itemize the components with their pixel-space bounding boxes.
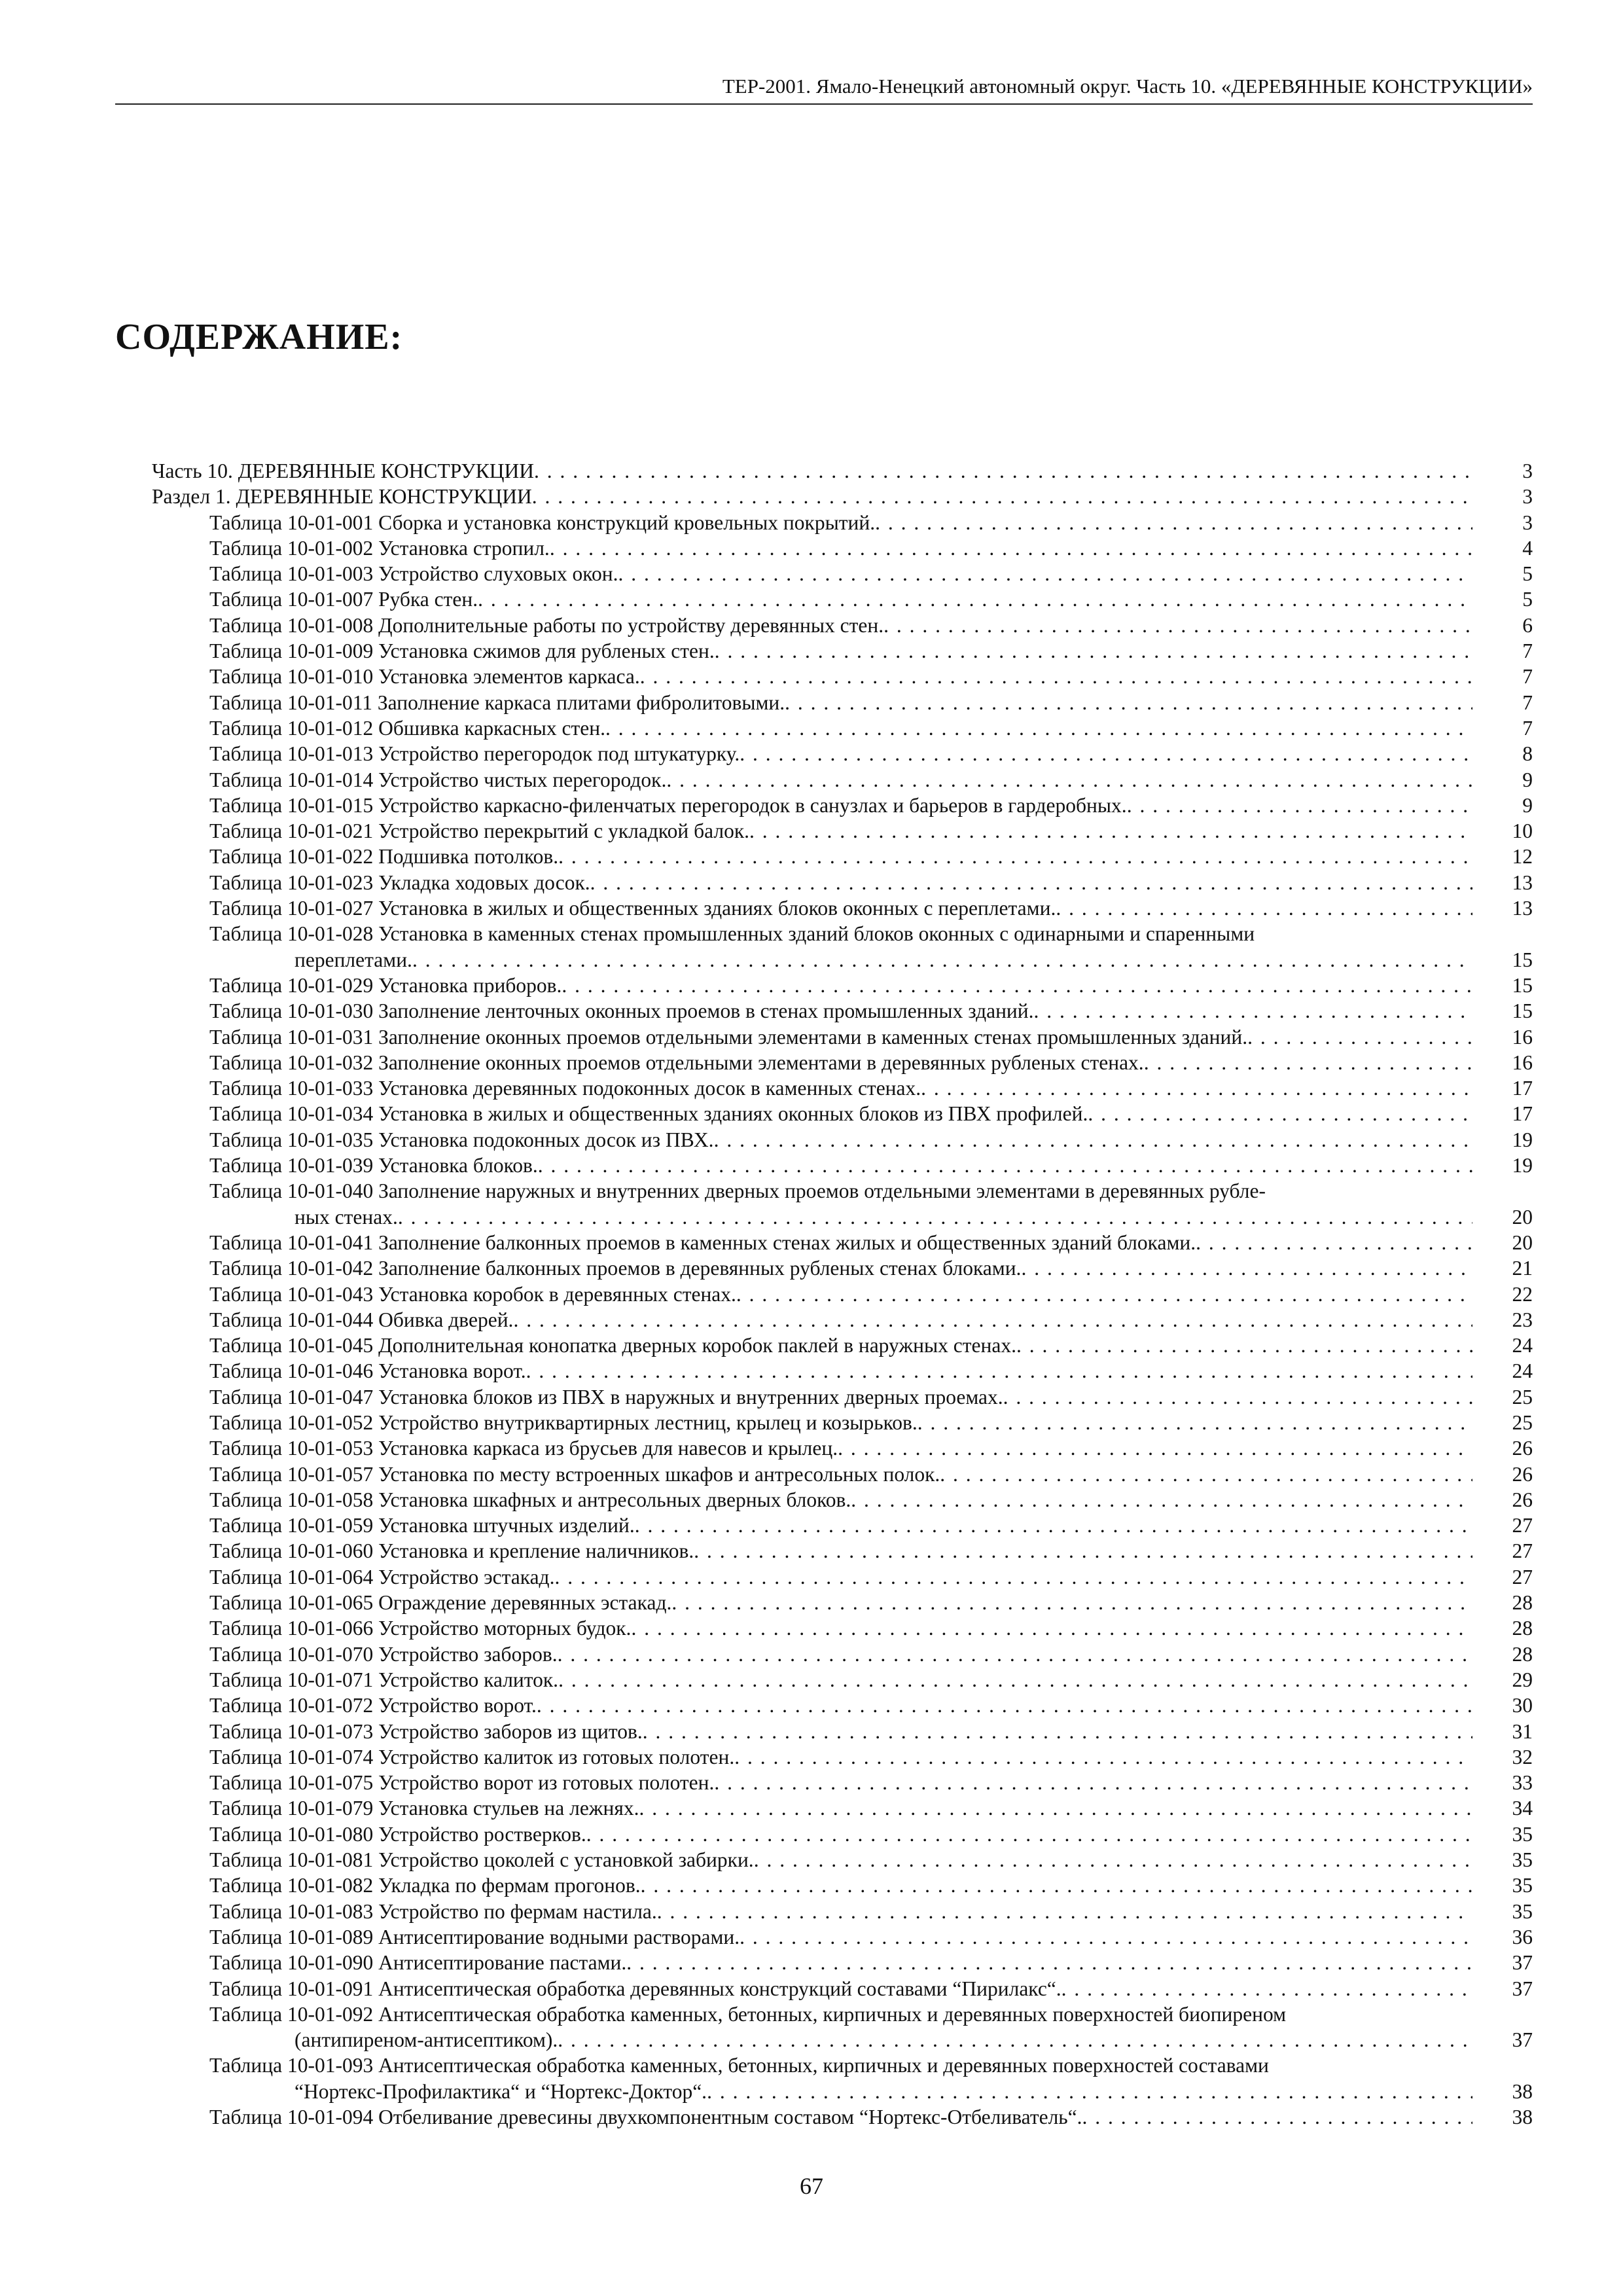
toc-entry-page: 19 [1493,1127,1533,1153]
toc-entry-title: Таблица 10-01-001 Сборка и установка конструкций кровельных покрытий. . . . [209,510,1472,535]
toc-entry[interactable] [152,1719,1533,1744]
toc-entry-page: 13 [1493,895,1533,921]
toc-entry[interactable] [152,973,1533,998]
toc-entry[interactable] [152,1384,1533,1410]
toc-entry[interactable] [152,1899,1533,1924]
toc-entry[interactable] [152,1435,1533,1461]
toc-entry[interactable] [152,1770,1533,1795]
toc-entry[interactable] [152,844,1533,869]
toc-entry-title: Таблица 10-01-058 Установка шкафных и антресольных дверных блоков. . . . [209,1487,1472,1513]
toc-entry[interactable] [152,1847,1533,1873]
toc-entry[interactable] [152,741,1533,766]
toc-entry-title: Таблица 10-01-011 Заполнение каркаса плитами фибролитовыми. . . . [209,690,1472,715]
toc-entry-page: 26 [1493,1487,1533,1513]
toc-entry[interactable] [152,561,1533,586]
toc-entry-title: Таблица 10-01-028 Установка в каменных стенах промышленных зданий блоков оконных с одинарными и спаренными [209,922,1255,946]
toc-entry-page: 8 [1493,741,1533,766]
toc-entry-page: 27 [1493,1513,1533,1538]
toc-entry-title: Таблица 10-01-010 Установка элементов каркаса. . . . [209,664,1472,689]
toc-entry-title: Таблица 10-01-081 Устройство цоколей с установкой забирки. . . . [209,1847,1472,1873]
toc-entry-title: Таблица 10-01-015 Устройство каркасно-филенчатых перегородок в санузлах и барьеров в гардеробных. . . . [209,793,1472,818]
toc-entry[interactable] [152,921,1533,973]
toc-entry-title: Таблица 10-01-021 Устройство перекрытий с укладкой балок. . . . [209,818,1472,844]
toc-entry-title: Таблица 10-01-072 Устройство ворот. . . . [209,1693,1472,1718]
toc-entry-title: Таблица 10-01-035 Установка подоконных досок из ПВХ. . . . [209,1127,1472,1153]
toc-entry-title: Таблица 10-01-007 Рубка стен. . . . [209,586,1472,612]
toc-entry-page: 21 [1493,1255,1533,1281]
toc-entry[interactable] [152,1127,1533,1153]
toc-entry-page: 35 [1493,1821,1533,1847]
toc-entry[interactable] [152,664,1533,689]
toc-entry-title: Таблица 10-01-082 Укладка по фермам прогонов. . . . [209,1873,1472,1898]
toc-entry-page: 29 [1493,1667,1533,1693]
toc-entry[interactable] [152,767,1533,793]
toc-entry-page: 7 [1493,690,1533,715]
toc-entry[interactable] [152,1487,1533,1513]
toc-entry-title: Таблица 10-01-009 Установка сжимов для рубленых стен. . . . [209,638,1472,664]
toc-entry[interactable] [152,818,1533,844]
toc-entry-page: 3 [1493,458,1533,484]
toc-entry-title-continuation: ных стенах. . . . [209,1204,1472,1230]
toc-entry-page: 38 [1493,2079,1533,2104]
toc-entry-page: 24 [1493,1333,1533,1358]
toc-entry-page: 5 [1493,561,1533,586]
toc-entry-title: Таблица 10-01-089 Антисептирование водными растворами. . . . [209,1924,1472,1950]
toc-entry[interactable] [152,1230,1533,1255]
toc-entry-page: 7 [1493,664,1533,689]
toc-entry-page: 34 [1493,1795,1533,1821]
toc-entry-title: Таблица 10-01-029 Установка приборов. . . . [209,973,1472,998]
toc-entry-title: Таблица 10-01-040 Заполнение наружных и внутренних дверных проемов отдельными элементами в деревянных рубле- [209,1179,1266,1203]
toc-entry-page: 5 [1493,586,1533,612]
toc-entry-page: 38 [1493,2104,1533,2130]
toc-entry-page: 9 [1493,767,1533,793]
toc-entry-title-continuation: (антипиреном-антисептиком). . . . [209,2027,1472,2053]
toc-entry-title: Таблица 10-01-065 Ограждение деревянных эстакад. . . . [209,1590,1472,1615]
toc-entry-page: 27 [1493,1538,1533,1564]
toc-entry[interactable] [152,484,1533,509]
toc-entry-title: Таблица 10-01-045 Дополнительная конопатка дверных коробок паклей в наружных стенах. . . . [209,1333,1472,1358]
toc-entry-page: 36 [1493,1924,1533,1950]
toc-entry[interactable] [152,715,1533,741]
toc-entry-page: 6 [1493,613,1533,638]
toc-entry[interactable] [152,1075,1533,1101]
toc-entry-title: Таблица 10-01-064 Устройство эстакад. . . . [209,1564,1472,1590]
toc-entry-page: 10 [1493,818,1533,844]
toc-entry[interactable] [152,1255,1533,1281]
toc-entry-title: Таблица 10-01-090 Антисептирование пастами. . . . [209,1950,1472,1975]
toc-entry[interactable] [152,1410,1533,1435]
toc-entry[interactable] [152,586,1533,612]
toc-entry-page: 35 [1493,1899,1533,1924]
toc-entry-title: Таблица 10-01-044 Обивка дверей. . . . [209,1307,1472,1333]
toc-entry-page: 31 [1493,1719,1533,1744]
toc-entry-page: 26 [1493,1462,1533,1487]
toc-entry[interactable] [152,2104,1533,2130]
toc-entry[interactable] [152,1307,1533,1333]
toc-entry-page: 20 [1493,1204,1533,1230]
toc-entry-page: 13 [1493,870,1533,895]
toc-entry-title: Таблица 10-01-059 Установка штучных изделий. . . . [209,1513,1472,1538]
toc-entry-page: 22 [1493,1282,1533,1307]
toc-entry-page: 37 [1493,2027,1533,2053]
toc-entry[interactable] [152,1101,1533,1126]
toc-entry[interactable] [152,870,1533,895]
toc-entry-title: Таблица 10-01-033 Установка деревянных подоконных досок в каменных стенах. . . . [209,1075,1472,1101]
toc-entry-page: 9 [1493,793,1533,818]
toc-entry[interactable] [152,1744,1533,1770]
toc-entry-title-continuation: “Нортекс-Профилактика“ и “Нортекс-Доктор“. . . . [209,2079,1472,2104]
toc-entry-title: Таблица 10-01-008 Дополнительные работы по устройству деревянных стен. . . . [209,613,1472,638]
toc-entry[interactable] [152,1693,1533,1718]
toc-entry-title: Таблица 10-01-074 Устройство калиток из готовых полотен. . . . [209,1744,1472,1770]
toc-entry[interactable] [152,1538,1533,1564]
toc-entry-title: Таблица 10-01-060 Установка и крепление наличников. . . . [209,1538,1472,1564]
toc-entry[interactable] [152,1024,1533,1050]
toc-entry-page: 3 [1493,510,1533,535]
toc-entry-page: 15 [1493,973,1533,998]
toc-entry-page: 25 [1493,1410,1533,1435]
toc-entry[interactable] [152,1873,1533,1898]
toc-entry[interactable] [152,1333,1533,1358]
toc-entry-page: 19 [1493,1153,1533,1178]
toc-entry[interactable] [152,1590,1533,1615]
toc-entry-title-continuation: переплетами. . . . [209,947,1472,973]
toc-entry-title: Таблица 10-01-075 Устройство ворот из готовых полотен. . . . [209,1770,1472,1795]
toc-entry-title: Таблица 10-01-030 Заполнение ленточных оконных проемов в стенах промышленных зданий. . . . [209,998,1472,1024]
toc-entry-page: 24 [1493,1358,1533,1384]
toc-entry-title: Таблица 10-01-034 Установка в жилых и общественных зданиях оконных блоков из ПВХ профилей. . . . [209,1101,1472,1126]
toc-entry-title: Таблица 10-01-031 Заполнение оконных проемов отдельными элементами в каменных стенах промышленных зданий. . . . [209,1024,1472,1050]
toc-entry-title: Таблица 10-01-041 Заполнение балконных проемов в каменных стенах жилых и общественных зданий блоками. . . . [209,1230,1472,1255]
toc-entry[interactable] [152,1178,1533,1230]
toc-entry-title: Таблица 10-01-013 Устройство перегородок под штукатурку. . . . [209,741,1472,766]
toc-entry-title: Таблица 10-01-046 Установка ворот. . . . [209,1358,1472,1384]
toc-entry-title: Таблица 10-01-073 Устройство заборов из щитов. . . . [209,1719,1472,1744]
toc-entry-page: 7 [1493,638,1533,664]
toc-entry[interactable] [152,1153,1533,1178]
toc-entry[interactable] [152,895,1533,921]
toc-entry[interactable] [152,1641,1533,1667]
toc-entry-page: 17 [1493,1075,1533,1101]
toc-entry[interactable] [152,1358,1533,1384]
toc-entry-title: Таблица 10-01-023 Укладка ходовых досок. . . . [209,870,1472,895]
toc-entry[interactable] [152,1976,1533,2001]
toc-entry-title: Таблица 10-01-027 Установка в жилых и общественных зданиях блоков оконных с переплетами. . . . [209,895,1472,921]
toc-entry-page: 7 [1493,715,1533,741]
toc-entry[interactable] [152,1924,1533,1950]
toc-entry[interactable] [152,1564,1533,1590]
toc-entry-page: 3 [1493,484,1533,509]
toc-entry-title: Таблица 10-01-080 Устройство ростверков. . . . [209,1821,1472,1847]
table-of-contents [152,458,1533,2130]
toc-entry-title: Таблица 10-01-039 Установка блоков. . . . [209,1153,1472,1178]
toc-entry[interactable] [152,613,1533,638]
toc-entry-title: Таблица 10-01-083 Устройство по фермам настила. . . . [209,1899,1472,1924]
toc-entry-page: 28 [1493,1615,1533,1641]
toc-entry[interactable] [152,1821,1533,1847]
toc-entry-title: Таблица 10-01-047 Установка блоков из ПВХ в наружных и внутренних дверных проемах. . . . [209,1384,1472,1410]
toc-entry[interactable] [152,1795,1533,1821]
toc-entry[interactable] [152,2001,1533,2053]
toc-entry[interactable] [152,510,1533,535]
toc-entry-page: 35 [1493,1847,1533,1873]
toc-entry-page: 4 [1493,535,1533,561]
toc-entry[interactable] [152,1513,1533,1538]
toc-entry-page: 28 [1493,1590,1533,1615]
toc-entry-title: Таблица 10-01-042 Заполнение балконных проемов в деревянных рубленых стенах блоками. . . . [209,1255,1472,1281]
toc-entry-title: Таблица 10-01-002 Установка стропил. . . . [209,535,1472,561]
toc-entry-page: 37 [1493,1950,1533,1975]
toc-entry-title: Таблица 10-01-057 Установка по месту встроенных шкафов и антресольных полок. . . . [209,1462,1472,1487]
toc-entry-title: Таблица 10-01-014 Устройство чистых перегородок. . . . [209,767,1472,793]
toc-entry-title: Таблица 10-01-071 Устройство калиток. . . . [209,1667,1472,1693]
toc-entry-title: Раздел 1. ДЕРЕВЯННЫЕ КОНСТРУКЦИИ . . . [152,484,1472,509]
toc-entry-page: 32 [1493,1744,1533,1770]
toc-entry-title: Часть 10. ДЕРЕВЯННЫЕ КОНСТРУКЦИИ . . . [152,458,1472,484]
toc-entry-title: Таблица 10-01-003 Устройство слуховых окон. . . . [209,561,1472,586]
toc-entry-page: 20 [1493,1230,1533,1255]
toc-entry[interactable] [152,690,1533,715]
toc-entry-title: Таблица 10-01-091 Антисептическая обработка деревянных конструкций составами “Пирилакс“. . . . [209,1976,1472,2001]
toc-entry[interactable] [152,793,1533,818]
toc-entry-page: 15 [1493,998,1533,1024]
toc-entry-page: 37 [1493,1976,1533,2001]
toc-entry-page: 30 [1493,1693,1533,1718]
toc-entry-title: Таблица 10-01-079 Установка стульев на лежнях. . . . [209,1795,1472,1821]
toc-entry-title: Таблица 10-01-066 Устройство моторных будок. . . . [209,1615,1472,1641]
toc-entry-page: 27 [1493,1564,1533,1590]
toc-entry[interactable] [152,458,1533,484]
toc-entry[interactable] [152,1950,1533,1975]
toc-entry[interactable] [152,2053,1533,2104]
toc-entry-title: Таблица 10-01-052 Устройство внутриквартирных лестниц, крылец и козырьков. . . . [209,1410,1472,1435]
toc-entry-title: Таблица 10-01-094 Отбеливание древесины двухкомпонентным составом “Нортекс-Отбеливатель“. . . . [209,2104,1472,2130]
toc-entry[interactable] [152,638,1533,664]
toc-entry-title: Таблица 10-01-093 Антисептическая обработка каменных, бетонных, кирпичных и деревянных поверхностей составами [209,2054,1269,2077]
toc-entry[interactable] [152,998,1533,1024]
toc-entry-page: 35 [1493,1873,1533,1898]
toc-entry-title: Таблица 10-01-043 Установка коробок в деревянных стенах. . . . [209,1282,1472,1307]
toc-entry[interactable] [152,1462,1533,1487]
toc-entry-page: 16 [1493,1050,1533,1075]
toc-entry[interactable] [152,1282,1533,1307]
toc-entry-title: Таблица 10-01-070 Устройство заборов. . . . [209,1641,1472,1667]
toc-entry-page: 12 [1493,844,1533,869]
toc-entry-page: 16 [1493,1024,1533,1050]
toc-entry-title: Таблица 10-01-012 Обшивка каркасных стен. . . . [209,715,1472,741]
toc-entry-page: 26 [1493,1435,1533,1461]
toc-entry-title: Таблица 10-01-053 Установка каркаса из брусьев для навесов и крылец. . . . [209,1435,1472,1461]
toc-entry[interactable] [152,1667,1533,1693]
toc-entry-page: 33 [1493,1770,1533,1795]
page-number: 67 [800,2173,823,2199]
toc-entry-page: 15 [1493,947,1533,973]
toc-entry-page: 28 [1493,1641,1533,1667]
header-rule [115,103,1533,105]
contents-heading: СОДЕРЖАНИЕ: [115,317,403,357]
toc-entry[interactable] [152,1615,1533,1641]
toc-entry-page: 25 [1493,1384,1533,1410]
toc-entry-page: 23 [1493,1307,1533,1333]
running-header: ТЕР-2001. Ямало-Ненецкий автономный округ. Часть 10. «ДЕРЕВЯННЫЕ КОНСТРУКЦИИ» [722,75,1533,98]
toc-entry-page: 17 [1493,1101,1533,1126]
toc-entry[interactable] [152,1050,1533,1075]
toc-entry[interactable] [152,535,1533,561]
toc-entry-title: Таблица 10-01-092 Антисептическая обработка каменных, бетонных, кирпичных и деревянных поверхностей биопиреном [209,2002,1287,2026]
toc-entry-title: Таблица 10-01-022 Подшивка потолков. . . . [209,844,1472,869]
toc-entry-title: Таблица 10-01-032 Заполнение оконных проемов отдельными элементами в деревянных рубленых стенах. . . . [209,1050,1472,1075]
